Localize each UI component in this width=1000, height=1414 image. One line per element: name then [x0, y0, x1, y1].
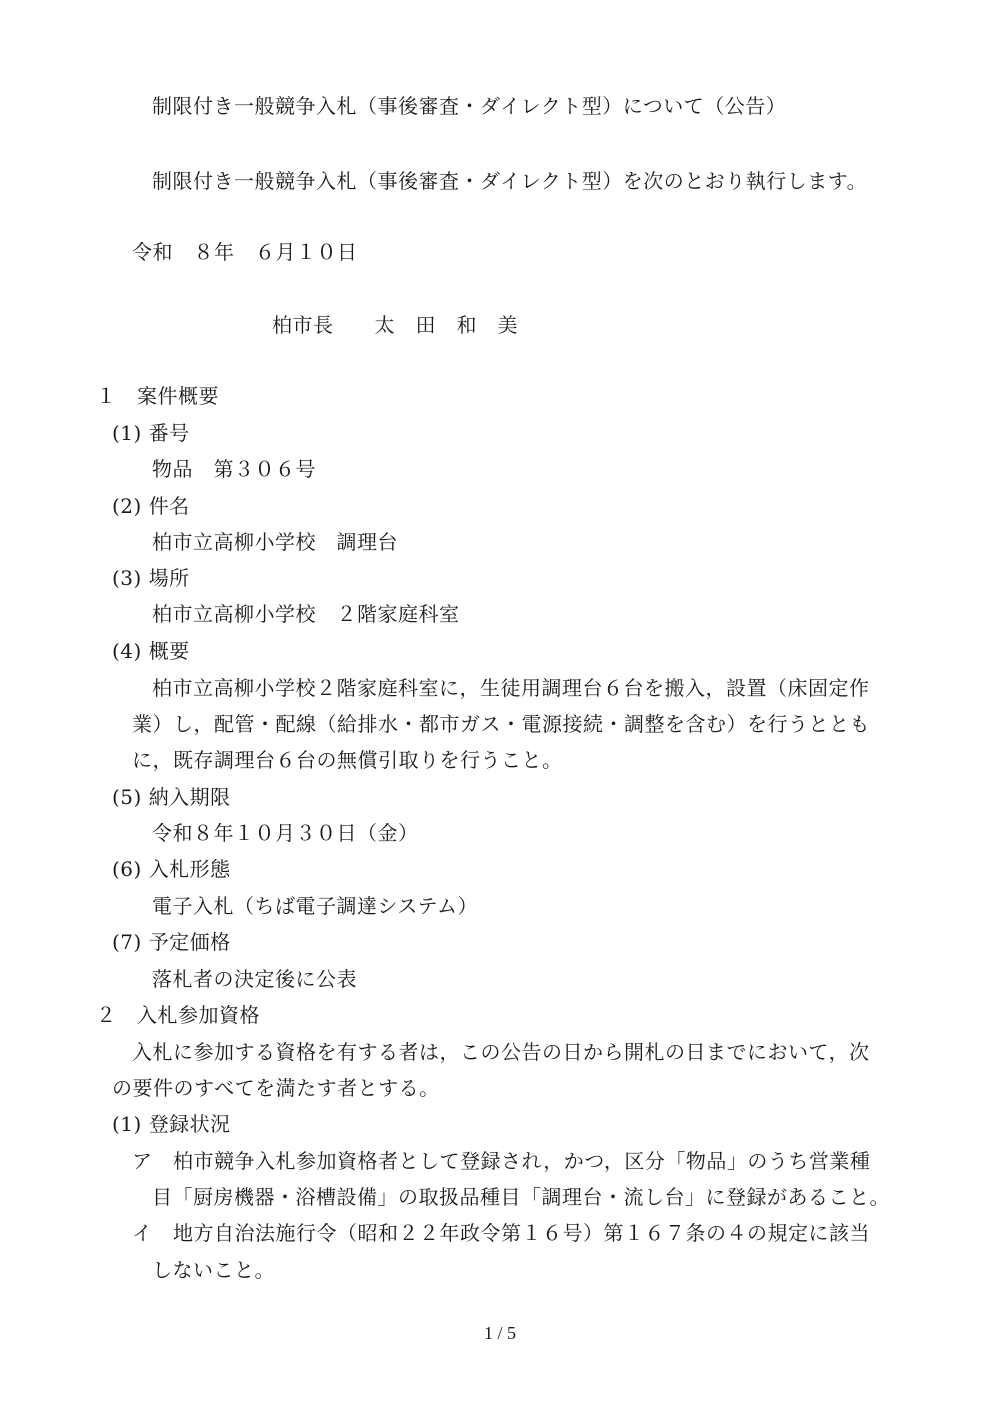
item-2-text: 柏市立高柳小学校 調理台 [152, 530, 398, 554]
issuer-name: 柏市長 太 田 和 美 [272, 313, 518, 337]
item-4-label: (4) 概要 [112, 639, 190, 663]
requirement-a-line-2: 目「厨房機器・浴槽設備」の取扱品種目「調理台・流し台」に登録があること。 [152, 1185, 890, 1209]
item-4-text-line-2: 業）し，配管・配線（給排水・都市ガス・電源接続・調整を含む）を行うととも [132, 712, 870, 736]
item-7-text: 落札者の決定後に公表 [152, 967, 357, 991]
requirement-a-line-1: ア 柏市競争入札参加資格者として登録され，かつ，区分「物品」のうち営業種 [132, 1149, 871, 1173]
item-7-label: (7) 予定価格 [112, 930, 231, 954]
section-1-heading: １ 案件概要 [96, 384, 219, 408]
subsection-1-label: (1) 登録状況 [112, 1112, 231, 1136]
item-1-label: (1) 番号 [112, 421, 190, 445]
section-2-intro-line-2: の要件のすべてを満たす者とする。 [112, 1076, 440, 1100]
item-5-text: 令和８年１０月３０日（金） [152, 821, 419, 845]
document-title: 制限付き一般競争入札（事後審査・ダイレクト型）について（公告） [152, 94, 787, 118]
item-6-text: 電子入札（ちば電子調達システム） [152, 894, 478, 918]
item-3-text: 柏市立高柳小学校 ２階家庭科室 [152, 602, 460, 626]
announcement-date: 令和 ８年 ６月１０日 [132, 240, 358, 264]
requirement-i-line-1: イ 地方自治法施行令（昭和２２年政令第１６号）第１６７条の４の規定に該当 [132, 1221, 870, 1245]
item-2-label: (2) 件名 [112, 494, 190, 518]
section-2-intro-line-1: 入札に参加する資格を有する者は，この公告の日から開札の日までにおいて，次 [132, 1040, 870, 1064]
item-5-label: (5) 納入期限 [112, 785, 231, 809]
item-1-text: 物品 第３０６号 [152, 457, 316, 481]
item-4-text-line-1: 柏市立高柳小学校２階家庭科室に，生徒用調理台６台を搬入，設置（床固定作 [152, 676, 870, 700]
intro-text: 制限付き一般競争入札（事後審査・ダイレクト型）を次のとおり執行します。 [152, 169, 868, 193]
requirement-i-line-2: しないこと。 [152, 1258, 275, 1282]
item-3-label: (3) 場所 [112, 566, 190, 590]
page-number: 1 / 5 [483, 1323, 516, 1343]
item-4-text-line-3: に，既存調理台６台の無償引取りを行うこと。 [132, 748, 563, 772]
item-6-label: (6) 入札形態 [112, 857, 231, 881]
section-2-heading: ２ 入札参加資格 [96, 1003, 260, 1027]
